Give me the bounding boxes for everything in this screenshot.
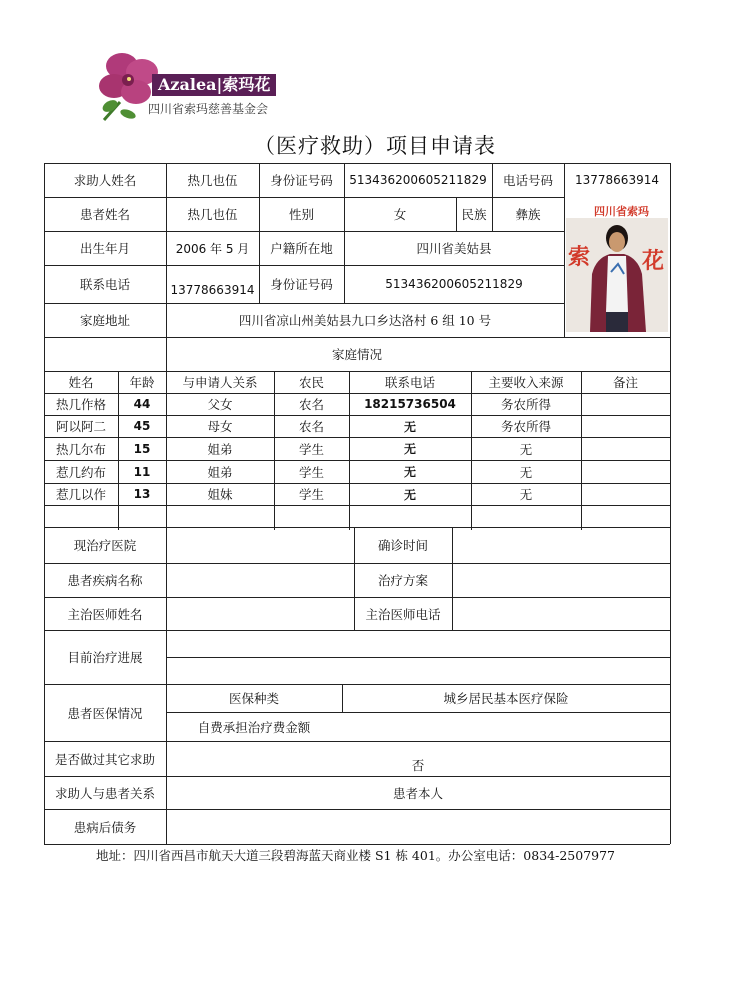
family-header-notes: 备注 (612, 375, 638, 390)
family-row-5-age: 13 (133, 487, 151, 501)
relation-value: 患者本人 (392, 785, 443, 801)
ethnicity-value: 彝族 (515, 207, 541, 222)
family-row-6-phone (349, 505, 471, 527)
contact-phone-label: 联系电话 (79, 277, 130, 292)
family-row-3-income: 无 (519, 441, 533, 457)
family-header-age: 年龄 (129, 375, 155, 390)
family-row-4-income: 无 (519, 464, 533, 480)
insurance-label: 患者医保情况 (67, 705, 143, 721)
family-row-4-name: 惹几约布 (55, 464, 106, 480)
family-row-3-phone: 无 (403, 442, 416, 456)
diagnosis-time-label: 确诊时间 (377, 538, 428, 553)
family-row-6-occupation (274, 505, 349, 527)
applicant-id: 513436200605211829 (349, 173, 487, 187)
disease-label: 患者疾病名称 (67, 573, 143, 588)
logo-org-name: 四川省索玛慈善基金会 (148, 102, 269, 116)
family-header-relation: 与申请人关系 (182, 375, 258, 390)
ethnicity-label: 民族 (461, 207, 487, 222)
patient-photo (566, 202, 668, 332)
family-row-2-notes (581, 415, 670, 437)
family-row-2-relation: 母女 (207, 419, 233, 434)
hukou-value: 四川省美姑县 (416, 241, 492, 256)
family-row-6-relation (166, 505, 274, 527)
family-row-4-phone: 无 (403, 465, 416, 479)
family-row-5-income: 无 (519, 487, 533, 502)
svg-text:花: 花 (642, 249, 665, 274)
applicant-name-label: 求助人姓名 (73, 173, 137, 188)
application-form (44, 163, 670, 845)
family-row-1-age: 44 (133, 397, 151, 411)
applicant-name: 热几也伍 (187, 173, 238, 188)
patient-name: 热几也伍 (187, 207, 238, 222)
gender-value: 女 (393, 207, 407, 222)
family-row-5-relation: 姐妹 (207, 487, 233, 502)
family-row-1-name: 热几作格 (55, 397, 106, 412)
family-header-phone: 联系电话 (384, 375, 435, 390)
insurance-type-label: 医保种类 (228, 691, 279, 706)
hospital-label: 现治疗医院 (73, 538, 137, 553)
relation-label: 求助人与患者关系 (54, 785, 155, 801)
applicant-id-label: 身份证号码 (270, 173, 333, 188)
family-header-income: 主要收入来源 (488, 375, 564, 390)
family-section-title: 家庭情况 (331, 347, 382, 362)
page-title: （医疗救助）项目申请表 (254, 134, 496, 158)
patient-name-label: 患者姓名 (79, 207, 130, 222)
applicant-phone-label: 电话号码 (502, 173, 553, 188)
logo-brand: Azalea|索玛花 (152, 74, 276, 96)
family-row-1-phone: 18215736504 (364, 397, 456, 411)
doctor-phone-label: 主治医师电话 (365, 606, 441, 622)
other-help-value: 否 (411, 757, 425, 773)
disease-value (166, 563, 354, 597)
self-pay-value (342, 712, 670, 741)
family-row-1-income: 务农所得 (500, 397, 551, 412)
self-pay-label: 自费承担治疗费金额 (197, 719, 311, 735)
family-row-2-income: 务农所得 (500, 419, 551, 434)
svg-text:四川省索玛: 四川省索玛 (594, 205, 649, 218)
family-row-1-relation: 父女 (207, 397, 233, 412)
family-row-6-income (471, 505, 581, 527)
doctor-phone-value (452, 597, 670, 630)
patient-id: 513436200605211829 (385, 277, 523, 291)
family-row-4-occupation: 学生 (298, 464, 324, 480)
diagnosis-time-value (452, 527, 670, 563)
gender-label: 性别 (288, 207, 314, 222)
family-row-3-occupation: 学生 (298, 441, 324, 457)
family-row-4-notes (581, 460, 670, 483)
logo (98, 48, 298, 124)
treatment-progress-label: 目前治疗进展 (67, 650, 143, 665)
doctor-name-value (166, 597, 354, 630)
address-label: 家庭地址 (79, 313, 130, 328)
debt-label: 患病后债务 (73, 819, 137, 835)
svg-text:索: 索 (568, 245, 591, 270)
hukou-label: 户籍所在地 (270, 241, 333, 256)
family-header-occupation: 农民 (298, 375, 324, 390)
family-row-2-name: 阿以阿二 (55, 419, 106, 434)
family-row-2-phone: 无 (403, 419, 416, 434)
treatment-plan-label: 治疗方案 (377, 573, 428, 588)
family-row-6-age (118, 505, 166, 527)
family-row-1-occupation: 农名 (298, 397, 324, 412)
applicant-phone: 13778663914 (575, 173, 659, 187)
family-row-2-occupation: 农名 (298, 419, 324, 434)
other-help-label: 是否做过其它求助 (54, 751, 155, 767)
contact-phone: 13778663914 (170, 283, 255, 297)
birth-value: 2006 年 5 月 (175, 241, 250, 256)
family-row-3-name: 热几尔布 (55, 441, 106, 457)
family-row-5-occupation: 学生 (298, 487, 324, 502)
patient-id-label: 身份证号码 (270, 277, 333, 292)
treatment-plan-value (452, 563, 670, 597)
family-row-1-notes (581, 393, 670, 415)
family-header-name: 姓名 (68, 375, 94, 390)
family-row-4-relation: 姐弟 (207, 464, 233, 480)
family-row-5-name: 惹几以作 (55, 487, 106, 502)
birth-label: 出生年月 (79, 241, 130, 256)
family-row-5-phone: 无 (403, 487, 416, 502)
footer-address: 地址：四川省西昌市航天大道三段碧海蓝天商业楼 S1 栋 401。办公室电话：0834-2507977 (96, 848, 616, 863)
family-row-3-notes (581, 437, 670, 460)
family-row-3-age: 15 (133, 441, 151, 456)
doctor-name-label: 主治医师姓名 (67, 606, 143, 622)
debt-value (166, 809, 670, 844)
family-row-6-name (44, 505, 118, 527)
hospital-value (166, 527, 354, 563)
address-value: 四川省凉山州美姑县九口乡达洛村 6 组 10 号 (238, 313, 492, 328)
family-row-5-notes (581, 483, 670, 505)
family-row-2-age: 45 (133, 419, 151, 433)
family-row-3-relation: 姐弟 (207, 441, 233, 457)
insurance-type-value: 城乡居民基本医疗保险 (443, 691, 569, 706)
family-row-6-notes (581, 505, 670, 527)
family-row-4-age: 11 (133, 464, 151, 479)
